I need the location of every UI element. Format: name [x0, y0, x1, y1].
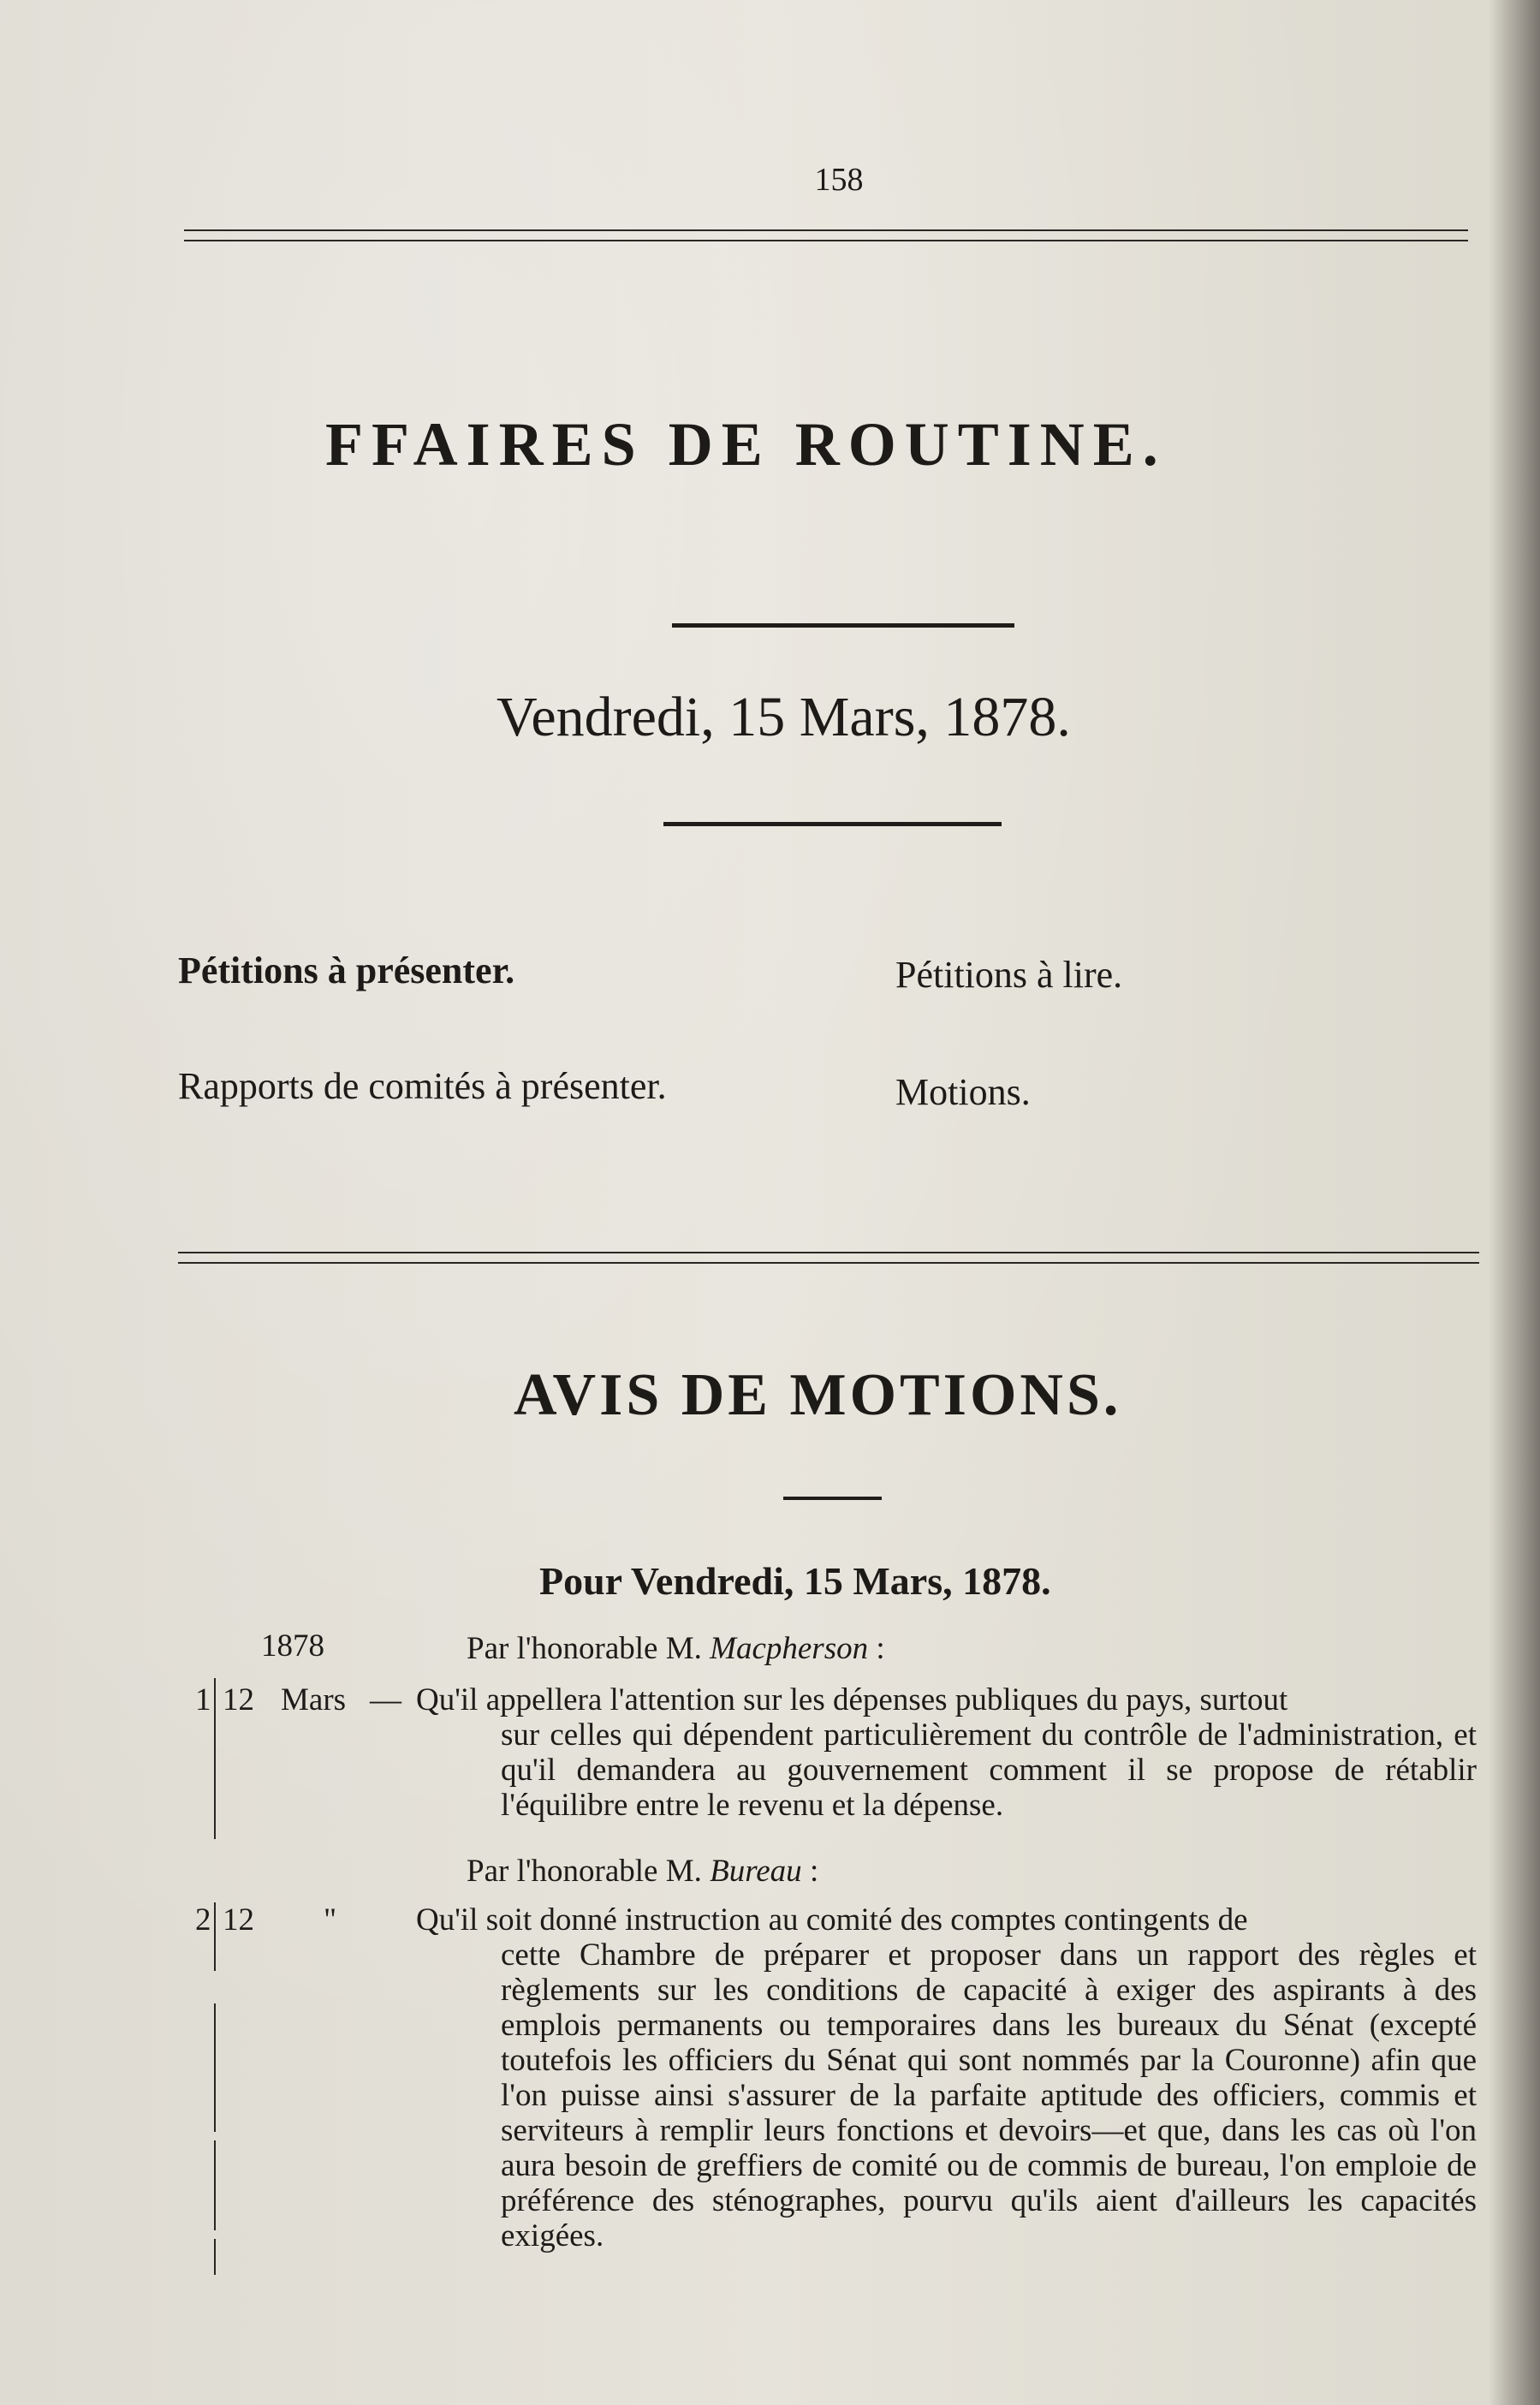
agenda-motions: Motions.: [895, 1071, 1031, 1113]
mover-suffix: :: [801, 1854, 819, 1889]
agenda-petitions-lire: Pétitions à lire.: [895, 954, 1123, 996]
mover-name: Macpherson: [710, 1631, 869, 1666]
motion-day: 12: [223, 1682, 254, 1717]
avis-date-heading: Pour Vendredi, 15 Mars, 1878.: [539, 1559, 1051, 1603]
motion-text: sur celles qui dépendent particulièrement du contrôle de l'administration, et qu'il demandera au gouvernement comment il se propose de rétablir l'équilibre entre le revenu et la dépense.: [501, 1717, 1477, 1823]
column-rule: [214, 1902, 216, 1971]
agenda-petitions-presenter: Pétitions à présenter.: [178, 949, 515, 991]
motion-text: cette Chambre de préparer et proposer dans un rapport des règles et règlements sur les conditions de capacité à exiger des aspirants à des emplois permanents ou temporaires dans les bureaux du Sénat (excepté toutefois les officiers du Sénat qui sont nommés par la Couronne) afin que l'on puisse ainsi s'assurer de la parfaite aptitude des officiers, commis et serviteurs à remplir leurs fonctions et devoirs—et que, dans les cas où l'on aura besoin de greffiers de comité ou de commis de bureau, l'on emploie de préférence des sténographes, pourvu qu'ils aient d'ailleurs les capacités exigées.: [501, 1938, 1477, 2253]
column-rule: [214, 2140, 216, 2230]
mover-prefix: Par l'honorable M.: [467, 1631, 702, 1666]
motion-first-line: Qu'il soit donné instruction au comité des comptes contingents de: [416, 1902, 1248, 1938]
title-underline: [672, 623, 1014, 628]
column-rule: [214, 1678, 216, 1839]
routine-date: Vendredi, 15 Mars, 1878.: [496, 686, 1071, 748]
mover-name: Bureau: [710, 1854, 802, 1889]
motion-mover: [467, 1854, 1066, 1889]
motions-year: 1878: [261, 1628, 324, 1664]
column-rule: [214, 2239, 216, 2275]
motion-ditto: ": [324, 1902, 337, 1938]
page-number: 158: [814, 162, 864, 198]
motion-first-line: Qu'il appellera l'attention sur les dépenses publiques du pays, surtout: [416, 1682, 1288, 1717]
mover-prefix: Par l'honorable M.: [467, 1854, 702, 1889]
avis-underline: [783, 1497, 882, 1500]
agenda-rapports: Rapports de comités à présenter.: [178, 1065, 667, 1107]
motion-day: 12: [223, 1902, 254, 1938]
column-rule: [214, 2003, 216, 2132]
motion-mover: [467, 1631, 1066, 1666]
motion-number: 2: [195, 1902, 211, 1938]
middle-rule: [178, 1252, 1479, 1253]
avis-title: AVIS DE MOTIONS.: [514, 1362, 1122, 1428]
top-rule: [184, 229, 1468, 231]
motion-number: 1: [195, 1682, 211, 1717]
date-underline: [663, 822, 1002, 826]
top-rule: [184, 240, 1468, 241]
motion-dash: —: [370, 1682, 401, 1717]
mover-suffix: :: [868, 1631, 885, 1666]
motion-month: Mars: [281, 1682, 347, 1717]
middle-rule: [178, 1262, 1479, 1264]
book-spine-shadow: [1489, 0, 1540, 2405]
routine-title: FFAIRES DE ROUTINE.: [325, 410, 1167, 479]
